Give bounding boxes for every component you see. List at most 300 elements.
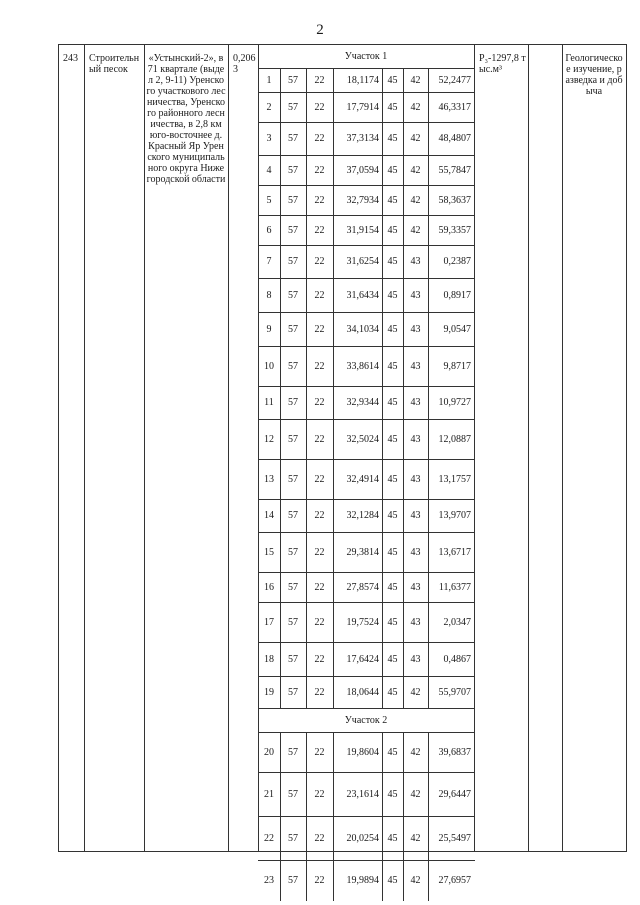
latitude-part: 57 [288,133,298,144]
point-number: 11 [264,397,274,408]
longitude-part: 45 [387,289,398,301]
table-rule [562,44,563,852]
table-rule [280,772,281,817]
table-rule [403,676,404,709]
table-rule [280,499,281,533]
longitude-part: 43 [410,653,421,665]
table-rule [403,185,404,216]
table-rule [428,92,429,123]
longitude-part: 0,8917 [443,289,471,301]
table-rule [333,92,334,123]
longitude-part: 42 [410,164,421,176]
table-rule [144,44,145,852]
longitude-part: 43 [410,397,421,408]
table-rule [626,44,627,852]
latitude-part: 22 [314,224,325,236]
latitude-part: 22 [314,653,325,665]
latitude-part: 32,5024 [346,433,379,445]
latitude-part: 57 [288,164,298,176]
table-rule [403,68,404,93]
latitude-part: 57 [288,323,298,335]
longitude-part: 45 [387,653,398,665]
table-rule [428,185,429,216]
table-rule [382,346,383,387]
latitude-part: 23,1614 [346,788,379,800]
table-rule [306,732,307,773]
longitude-part: 43 [410,581,421,593]
latitude-part: 22 [314,101,325,113]
latitude-part: 57 [288,616,298,628]
point-number: 21 [264,788,274,800]
longitude-part: 52,2477 [438,74,471,86]
longitude-part: 27,6957 [438,874,471,886]
latitude-part: 27,8574 [346,581,379,593]
latitude-part: 57 [288,194,298,206]
table-rule [382,92,383,123]
latitude-part: 37,0594 [346,164,379,176]
latitude-part: 22 [314,788,325,800]
table-rule [306,155,307,186]
table-rule [280,860,281,901]
table-rule [306,215,307,246]
latitude-part: 57 [288,653,298,665]
longitude-part: 45 [387,874,398,886]
table-rule [382,572,383,603]
longitude-part: 45 [387,323,398,335]
latitude-part: 31,9154 [346,224,379,236]
longitude-part: 42 [410,194,421,206]
table-rule [280,155,281,186]
latitude-part: 57 [288,874,298,886]
table-rule [403,816,404,861]
table-rule [333,122,334,156]
table-rule [474,44,475,852]
longitude-part: 45 [387,397,398,408]
table-rule [403,572,404,603]
longitude-part: 45 [387,194,398,206]
table-rule [280,602,281,643]
table-rule [382,215,383,246]
table-rule [428,602,429,643]
table-rule [428,215,429,246]
site-area: 0,2063 [233,53,256,75]
longitude-part: 59,3357 [438,224,471,236]
longitude-part: 0,4867 [443,653,471,665]
table-rule [382,732,383,773]
longitude-part: 42 [410,133,421,144]
latitude-part: 32,1284 [346,510,379,521]
table-rule [280,185,281,216]
longitude-part: 45 [387,164,398,176]
longitude-part: 46,3317 [438,101,471,113]
table-rule [58,44,59,852]
point-number: 9 [266,323,272,335]
latitude-part: 57 [288,546,298,558]
longitude-part: 45 [387,510,398,521]
longitude-part: 42 [410,224,421,236]
table-rule [382,386,383,420]
table-rule [428,122,429,156]
table-rule [428,346,429,387]
table-rule [382,532,383,573]
table-rule [306,602,307,643]
longitude-part: 13,6717 [438,546,471,558]
longitude-part: 48,4807 [438,133,471,144]
latitude-part: 22 [314,289,325,301]
latitude-part: 22 [314,473,325,485]
latitude-part: 22 [314,746,325,758]
table-rule [382,602,383,643]
table-rule [382,155,383,186]
table-rule [428,245,429,279]
table-rule [333,532,334,573]
table-rule [333,602,334,643]
table-rule [333,676,334,709]
table-rule [306,532,307,573]
table-rule [528,44,529,852]
longitude-part: 55,7847 [438,164,471,176]
table-rule [382,122,383,156]
longitude-part: 45 [387,74,398,86]
longitude-part: 43 [410,360,421,372]
table-rule [403,312,404,347]
table-rule [333,245,334,279]
table-rule [382,676,383,709]
latitude-part: 19,9894 [346,874,379,886]
table-rule [306,499,307,533]
longitude-part: 45 [387,360,398,372]
latitude-part: 57 [288,256,298,267]
latitude-part: 57 [288,686,298,698]
table-rule [333,459,334,500]
table-rule [280,92,281,123]
usage-purpose: Геологическое изучение, разведка и добыча [565,53,623,97]
longitude-part: 0,2387 [443,256,471,267]
point-number: 1 [266,74,272,86]
longitude-part: 58,3637 [438,194,471,206]
table-rule [382,860,383,901]
table-rule [306,459,307,500]
longitude-part: 43 [410,510,421,521]
table-rule [333,419,334,460]
table-rule [280,419,281,460]
latitude-part: 57 [288,289,298,301]
table-rule [428,155,429,186]
table-rule [403,642,404,677]
longitude-part: 9,8717 [443,360,471,372]
table-rule [428,312,429,347]
latitude-part: 57 [288,74,298,86]
point-number: 18 [264,653,274,665]
point-number: 12 [264,433,274,445]
longitude-part: 45 [387,256,398,267]
table-rule [280,732,281,773]
table-rule [403,386,404,420]
longitude-part: 45 [387,133,398,144]
table-rule [382,459,383,500]
latitude-part: 19,7524 [346,616,379,628]
longitude-part: 45 [387,746,398,758]
table-rule [428,860,429,901]
latitude-part: 22 [314,74,325,86]
table-rule [403,245,404,279]
table-rule [333,215,334,246]
table-rule [228,44,229,852]
table-rule [84,44,85,852]
latitude-part: 22 [314,323,325,335]
latitude-part: 57 [288,101,298,113]
table-rule [280,676,281,709]
longitude-part: 10,9727 [438,397,471,408]
longitude-part: 42 [410,686,421,698]
table-rule [306,386,307,420]
table-rule [333,312,334,347]
table-rule [403,155,404,186]
longitude-part: 43 [410,289,421,301]
latitude-part: 57 [288,510,298,521]
table-rule [403,215,404,246]
table-rule [382,278,383,313]
table-rule [333,386,334,420]
table-rule [280,459,281,500]
table-rule [428,68,429,93]
table-rule [333,499,334,533]
point-number: 6 [266,224,272,236]
longitude-part: 45 [387,788,398,800]
table-rule [333,772,334,817]
table-rule [333,155,334,186]
latitude-part: 20,0254 [346,832,379,844]
point-number: 13 [264,473,274,485]
table-rule [382,419,383,460]
table-rule [428,386,429,420]
point-number: 2 [266,101,272,113]
longitude-part: 42 [410,832,421,844]
latitude-part: 17,7914 [346,101,379,113]
latitude-part: 57 [288,397,298,408]
table-rule [280,572,281,603]
table-rule [403,459,404,500]
table-rule [403,499,404,533]
longitude-part: 43 [410,616,421,628]
latitude-part: 22 [314,133,325,144]
table-rule [280,215,281,246]
latitude-part: 31,6254 [346,256,379,267]
longitude-part: 55,9707 [438,686,471,698]
longitude-part: 45 [387,581,398,593]
table-rule [333,642,334,677]
table-rule [333,68,334,93]
latitude-part: 32,7934 [346,194,379,206]
table-rule [280,816,281,861]
table-rule [382,185,383,216]
table-rule [428,816,429,861]
latitude-part: 22 [314,164,325,176]
table-rule [428,278,429,313]
table-rule [306,860,307,901]
latitude-part: 22 [314,581,325,593]
table-rule [333,732,334,773]
longitude-part: 45 [387,101,398,113]
longitude-part: 45 [387,473,398,485]
latitude-part: 57 [288,433,298,445]
table-rule [280,312,281,347]
point-number: 4 [266,164,272,176]
longitude-part: 11,6377 [438,581,471,593]
table-rule [280,386,281,420]
longitude-part: 25,5497 [438,832,471,844]
table-rule [306,419,307,460]
point-number: 23 [264,874,274,886]
table-rule [333,860,334,901]
latitude-part: 22 [314,256,325,267]
longitude-part: 13,9707 [438,510,471,521]
table-rule [306,816,307,861]
table-rule [428,572,429,603]
longitude-part: 43 [410,546,421,558]
table-rule [428,642,429,677]
table-rule [306,312,307,347]
table-rule [333,816,334,861]
longitude-part: 43 [410,256,421,267]
longitude-part: 2,0347 [443,616,471,628]
table-rule [258,708,475,709]
longitude-part: 42 [410,874,421,886]
table-rule [382,499,383,533]
longitude-part: 45 [387,832,398,844]
table-rule [403,419,404,460]
point-number: 3 [266,133,272,144]
table-rule [306,278,307,313]
table-rule [403,346,404,387]
table-rule [280,68,281,93]
point-number: 15 [264,546,274,558]
latitude-part: 17,6424 [346,653,379,665]
table-rule [306,772,307,817]
table-rule [428,772,429,817]
latitude-part: 22 [314,194,325,206]
point-number: 10 [264,360,274,372]
latitude-part: 57 [288,473,298,485]
table-rule [403,122,404,156]
point-number: 19 [264,686,274,698]
latitude-part: 22 [314,686,325,698]
point-number: 22 [264,832,274,844]
longitude-part: 42 [410,101,421,113]
resources-estimate: P₃-1297,8 тыс.м³ [479,53,526,75]
latitude-part: 18,1174 [346,74,379,86]
site-location: «Устынский-2», в 71 квартале (выдел 2, 9-11) Уренского участкового лесничества, Уренского районного лесничества, в 2,8 км юго-восточнее д. Красный Яр Уренского муниципального округа Нижегородской области [146,53,226,185]
longitude-part: 45 [387,616,398,628]
table-rule [280,642,281,677]
table-rule [382,245,383,279]
table-rule [382,68,383,93]
table-rule [428,499,429,533]
table-rule [333,572,334,603]
point-number: 14 [264,510,274,521]
table-rule [382,816,383,861]
latitude-part: 31,6434 [346,289,379,301]
section-title: Участок 2 [344,715,388,726]
table-rule [306,122,307,156]
longitude-part: 42 [410,746,421,758]
table-rule [428,732,429,773]
point-number: 5 [266,194,272,206]
table-rule [306,346,307,387]
longitude-part: 12,0887 [438,433,471,445]
longitude-part: 43 [410,473,421,485]
table-rule [382,772,383,817]
longitude-part: 43 [410,433,421,445]
latitude-part: 22 [314,616,325,628]
latitude-part: 34,1034 [346,323,379,335]
point-number: 20 [264,746,274,758]
table-rule [306,92,307,123]
section-title: Участок 1 [344,51,388,62]
longitude-part: 39,6837 [438,746,471,758]
longitude-part: 45 [387,433,398,445]
table-rule [333,185,334,216]
table-rule [403,602,404,643]
latitude-part: 19,8604 [346,746,379,758]
table-rule [306,245,307,279]
table-rule [280,532,281,573]
record-number: 243 [63,53,78,64]
longitude-part: 45 [387,686,398,698]
latitude-part: 22 [314,832,325,844]
latitude-part: 22 [314,874,325,886]
point-number: 7 [266,256,272,267]
latitude-part: 22 [314,397,325,408]
longitude-part: 45 [387,224,398,236]
table-rule [333,346,334,387]
table-rule [403,860,404,901]
latitude-part: 22 [314,546,325,558]
mineral-type: Строительный песок [89,53,140,75]
table-rule [403,732,404,773]
table-rule [403,532,404,573]
longitude-part: 13,1757 [438,473,471,485]
latitude-part: 57 [288,832,298,844]
point-number: 16 [264,581,274,593]
latitude-part: 57 [288,788,298,800]
latitude-part: 18,0644 [346,686,379,698]
longitude-part: 43 [410,323,421,335]
point-number: 17 [264,616,274,628]
longitude-part: 42 [410,788,421,800]
table-rule [403,92,404,123]
longitude-part: 29,6447 [438,788,471,800]
latitude-part: 32,9344 [346,397,379,408]
latitude-part: 37,3134 [346,133,379,144]
point-number: 8 [266,289,272,301]
table-rule [333,278,334,313]
table-rule [428,419,429,460]
latitude-part: 29,3814 [346,546,379,558]
table-rule [306,185,307,216]
table-rule [280,278,281,313]
table-rule [403,772,404,817]
latitude-part: 57 [288,224,298,236]
latitude-part: 57 [288,360,298,372]
longitude-part: 9,0547 [443,323,471,335]
latitude-part: 22 [314,360,325,372]
table-rule [382,642,383,677]
table-rule [280,346,281,387]
table-rule [428,676,429,709]
table-rule [382,312,383,347]
table-rule [428,532,429,573]
